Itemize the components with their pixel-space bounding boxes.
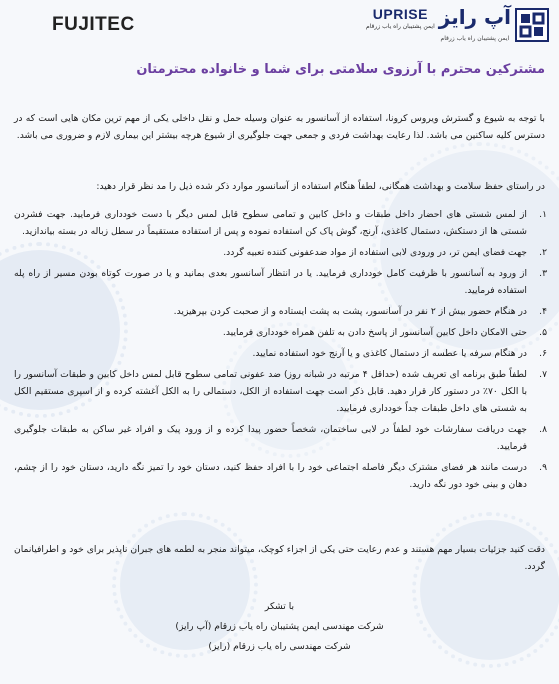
header-logos	[366, 6, 549, 50]
list-item: ۳. از ورود به آسانسور با ظرفیت کامل خودداری فرمایید. یا در انتظار آسانسور بعدی بمانید و یا در صورت کوتاه بودن مسیر از راه پله استفاده فرمایید.	[14, 268, 547, 296]
upraz-logo-sub: ایمن پشتیبان راه یاب زرقام	[440, 35, 510, 42]
intro-paragraph: با توجه به شیوع و گسترش ویروس کرونا، استفاده از آسانسور به عنوان وسیله حمل و نقل داخلی یکی از مهم ترین مکان هایی است که در دسترس کلیه ساکنین می باشد. لذا رعایت بهداشت فردی و جمعی جهت جلوگیری از شیوع هرچه بیشتر این بیماری لازم و ضروری می باشد.	[14, 113, 545, 141]
signature-company-1: شرکت مهندسی ایمن پشتیبان راه یاب زرقام (آپ رایز)	[175, 621, 384, 632]
company-emblem-icon	[515, 8, 549, 42]
guideline-list	[14, 206, 547, 497]
list-item: ۲. جهت فضای ایمن تر، در ورودی لابی استفاده از مواد ضدعفونی کننده تعبیه گردد.	[223, 247, 547, 258]
list-item: ۸. جهت دریافت سفارشات خود لطفاً در لابی ساختمان، شخصاً حضور پیدا کرده و از ورود پیک و افراد غیر ساکن به طبقات جلوگیری فرمایید.	[14, 424, 547, 452]
list-item: ۹. درست مانند هر فضای مشترک دیگر فاصله اجتماعی خود را با افراد حفظ کنید، دستان خود را تمیز نگه دارید، دستان خود را از چشم، دهان و بینی خود دور نگه دارید.	[14, 462, 547, 490]
uprise-logo-sub: ایمن پشتیبان راه یاب زرقام	[365, 23, 435, 30]
lead-paragraph: در راستای حفظ سلامت و بهداشت همگانی، لطفاً هنگام استفاده از آسانسور موارد ذکر شده ذیل را مد نظر قرار دهید:	[96, 181, 545, 192]
list-item: ۵. حتی الامکان داخل کابین آسانسور از پاسخ دادن به تلفن همراه خودداری فرمایید.	[222, 327, 547, 338]
upraz-logo	[439, 6, 511, 50]
list-item: ۷. لطفاً طبق برنامه ای تعریف شده (حداقل ۴ مرتبه در شبانه روز) ضد عفونی تمامی سطوح قابل لمس داخل کابین و طبقات آسانسور را با الکل ۷۰٪ در دستور کار قرار دهید. قابل ذکر است جهت استفاده از الکل، دستمالی را به الکل آغشته کرده و از اسپری مستقیم الکل به شستی های داخل طبقات جداً خودداری فرمایید.	[14, 369, 547, 414]
signature-block	[0, 597, 559, 657]
fujitec-logo: FUJITEC	[52, 14, 135, 35]
list-item: ۱. از لمس شستی های احضار داخل طبقات و داخل کابین و تمامی سطوح قابل لمس دیگر با دست خودداری فرمایید. جهت فشردن شستی ها از دستکش، دستمال کاغذی، آرنج، گوش پاک کن استفاده نموده و پس از استفاده مستقیماً در سطل زباله در بسته بیاندازید.	[14, 209, 547, 237]
closing-paragraph: دقت کنید جزئیات بسیار مهم هستند و عدم رعایت حتی یکی از اجزاء کوچک، میتواند منجر به لطمه های جبران ناپذیر برای خود و اطرافیانمان گردد.	[14, 544, 545, 572]
signature-thanks: با تشکر	[264, 601, 295, 612]
uprise-logo-word: UPRISE	[372, 6, 428, 22]
list-item: ۴. در هنگام حضور بیش از ۲ نفر در آسانسور، پشت به پشت ایستاده و از صحبت کردن بپرهیزید.	[173, 306, 547, 317]
signature-company-2: شرکت مهندسی راه یاب زرقام (رایز)	[208, 641, 351, 652]
upraz-logo-word: آپ رایز	[438, 5, 511, 29]
list-item: ۶. در هنگام سرفه یا عطسه از دستمال کاغذی و یا آرنج خود استفاده نمایید.	[252, 348, 547, 359]
notice-title: مشترکین محترم با آرزوی سلامتی برای شما و خانواده محترمتان	[136, 62, 545, 77]
uprise-logo	[366, 6, 435, 30]
